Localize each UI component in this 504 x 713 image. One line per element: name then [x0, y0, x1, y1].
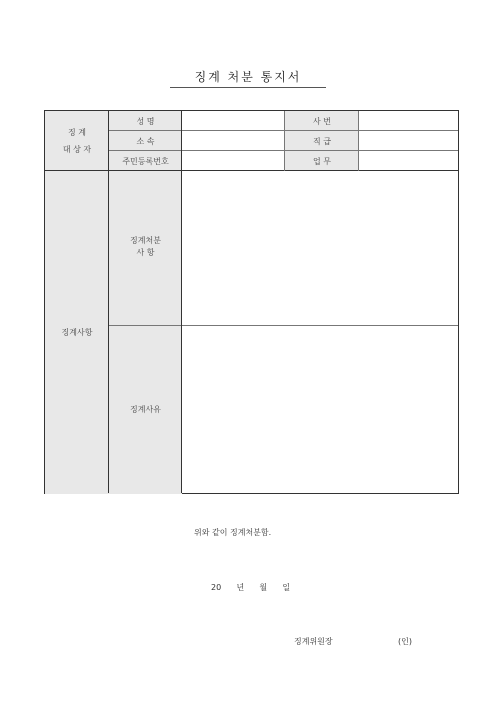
resident-number-label: 주민등록번호	[109, 151, 182, 171]
duty-label: 업 무	[285, 151, 359, 171]
department-field[interactable]	[182, 131, 285, 151]
employee-number-field[interactable]	[359, 111, 459, 131]
target-section-header: 징 계 대 상 자	[45, 111, 109, 171]
grade-label: 직 급	[285, 131, 359, 151]
resident-number-field[interactable]	[182, 151, 285, 171]
column-divider	[358, 111, 359, 171]
duty-field[interactable]	[359, 151, 459, 171]
title-underline	[170, 87, 326, 88]
section-divider	[45, 170, 458, 171]
grade-field[interactable]	[359, 131, 459, 151]
employee-number-label: 사 번	[285, 111, 359, 131]
discipline-section-header: 징계사항	[45, 171, 109, 494]
department-label: 소 속	[109, 131, 182, 151]
name-field[interactable]	[182, 111, 285, 131]
date-line: 20 년 월 일	[211, 583, 291, 592]
column-divider	[181, 111, 182, 493]
reason-content-area[interactable]	[182, 325, 459, 494]
column-divider	[108, 111, 109, 493]
document-title: 징계 처분 통지서	[194, 70, 302, 84]
action-label: 징계처분 사 항	[109, 171, 182, 325]
reason-label: 징계사유	[109, 325, 182, 494]
statement-text: 위와 같이 징계처분함.	[194, 528, 272, 537]
column-divider	[284, 111, 285, 171]
notice-form-table	[44, 110, 459, 494]
action-content-area[interactable]	[182, 171, 459, 325]
seal-mark: (인)	[398, 637, 412, 646]
row-divider	[109, 325, 458, 326]
signer-label: 징계위원장	[294, 637, 333, 646]
name-label: 성 명	[109, 111, 182, 131]
